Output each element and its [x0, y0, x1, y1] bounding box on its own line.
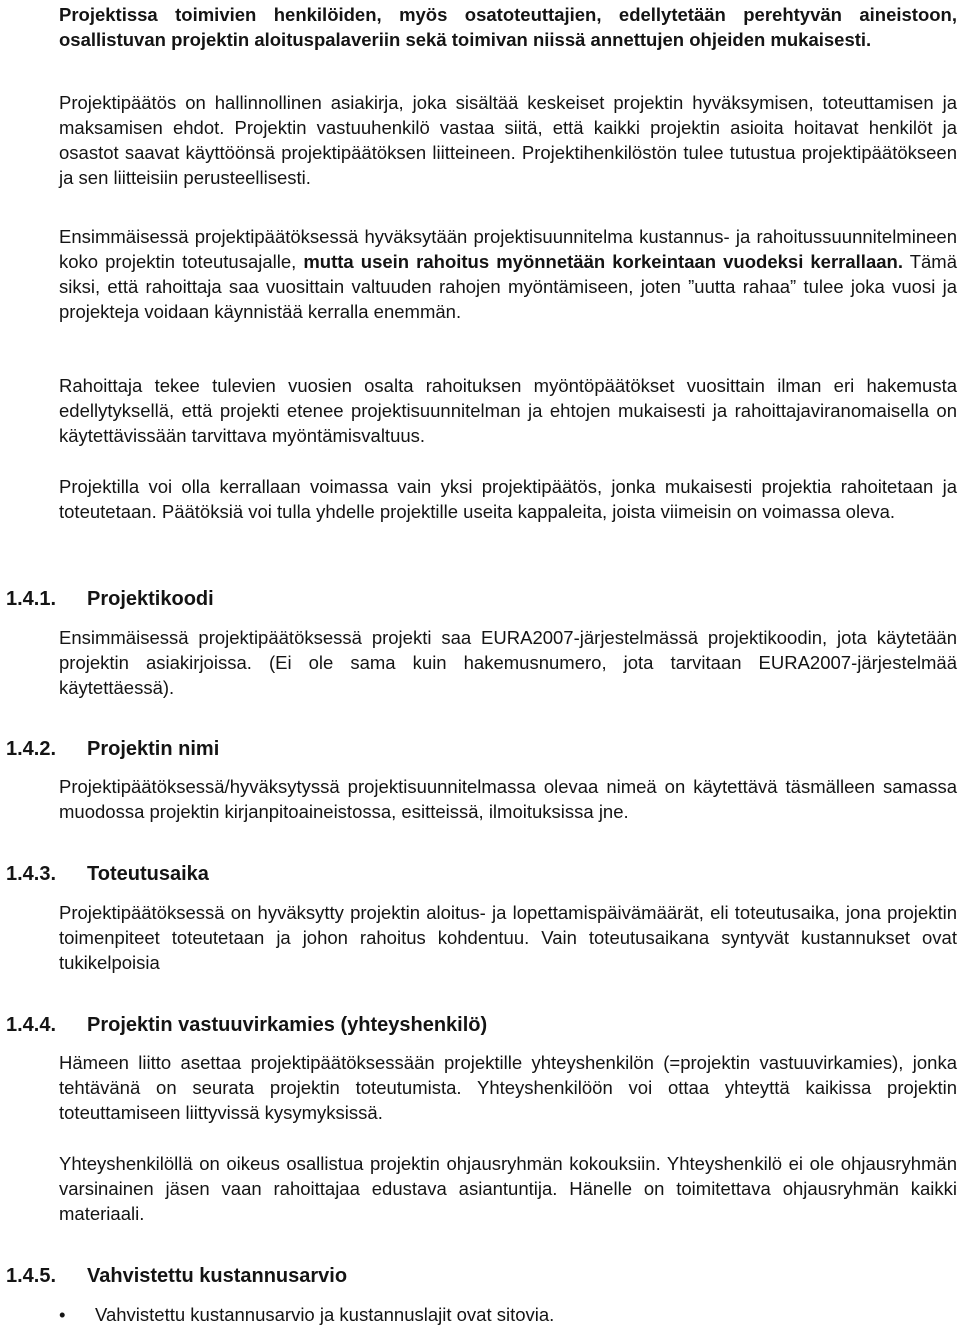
paragraph-projektilla: Projektilla voi olla kerrallaan voimassa vain yksi projektipäätös, jonka mukaisesti projektia rahoitetaan ja toteutetaan. Päätöksiä voi tulla yhdelle projektille useita kappaleita, joista viimeisin on voimassa oleva.	[59, 476, 957, 522]
bullet-list-kustannusarvio	[59, 1302, 957, 1327]
section-title: Projektin nimi	[87, 738, 220, 760]
paragraph-rahoittaja: Rahoittaja tekee tulevien vuosien osalta rahoituksen myöntöpäätökset vuosittain ilman eri hakemusta edellytyksellä, että projekti etenee projektisuunnitelman ja ehtojen mukaisesti ja rahoittajaviranomaisella on käytettävissään tarvittava myöntämisvaltuus.	[59, 375, 957, 446]
section-heading-projektikoodi	[6, 586, 946, 612]
section-heading-vastuuvirkamies	[6, 1012, 946, 1038]
section-body-projektikoodi: Ensimmäisessä projektipäätöksessä projekti saa EURA2007-järjestelmässä projektikoodin, jota käytetään projektin asiakirjoissa. (Ei ole sama kuin hakemusnumero, jota tarvitaan EURA2007-järjestelmää käytettäessä).	[59, 627, 957, 698]
section-heading-kustannusarvio	[6, 1263, 946, 1289]
section-body-toteutusaika: Projektipäätöksessä on hyväksytty projektin aloitus- ja lopettamispäivämäärät, eli toteutusaika, jona projektin toimenpiteet toteutetaan ja johon rahoitus kohdentuu. Vain toteutusaikana syntyvät kustannukset ovat tukikelpoisia	[59, 902, 957, 973]
section-body-vastuuvirkamies-2: Yhteyshenkilöllä on oikeus osallistua projektin ohjausryhmän kokouksiin. Yhteyshenkilö ei ole ohjausryhmän varsinainen jäsen vaan rahoittajaa edustava asiantuntija. Hänelle on toimitettava ohjausryhmän kaikki materiaali.	[59, 1153, 957, 1224]
section-number: 1.4.3.	[6, 863, 57, 885]
paragraph-text: Ensimmäisessä projektipäätöksessä hyväksytään projektisuunnitelma kustannus- ja rahoitussuunnitelmineen koko projektin toteutusajalle,	[59, 226, 957, 272]
paragraph-projektipaatos: Projektipäätös on hallinnollinen asiakirja, joka sisältää keskeiset projektin hyväksymisen, toteuttamisen ja maksamisen ehdot. Projektin vastuuhenkilö vastaa siitä, että kaikki projektin asioita hoitavat henkilöt ja osastot saavat käyttöönsä projektipäätöksen liitteineen. Projektihenkilöstön tulee tutustua projektipäätökseen ja sen liitteisiin perusteellisesti.	[59, 92, 957, 188]
section-title: Projektin vastuuvirkamies (yhteyshenkilö)	[87, 1014, 488, 1036]
section-body-projektin-nimi: Projektipäätöksessä/hyväksytyssä projektisuunnitelmassa olevaa nimeä on käytettävä täsmälleen samassa muodossa projektin kirjanpitoaineistossa, esitteissä, ilmoituksissa jne.	[59, 776, 957, 822]
section-number: 1.4.2.	[6, 738, 57, 760]
section-number: 1.4.5.	[6, 1265, 57, 1287]
intro-paragraph-bold: Projektissa toimivien henkilöiden, myös osatoteuttajien, edellytetään perehtyvän aineistoon, osallistuvan projektin aloituspalaveriin sekä toimivan niissä annettujen ohjeiden mukaisesti.	[59, 4, 957, 50]
paragraph-emphasis: mutta usein rahoitus myönnetään korkeintaan vuodeksi kerrallaan.	[303, 251, 903, 272]
bullet-icon: •	[59, 1304, 66, 1325]
section-title: Vahvistettu kustannusarvio	[87, 1265, 348, 1287]
paragraph-text: Tämä siksi, että rahoittaja saa vuosittain valtuuden rahojen myöntämiseen, joten ”uutta rahaa” tulee joka vuosi ja projekteja voidaan käynnistää kerralla enemmän.	[59, 251, 957, 322]
section-number: 1.4.1.	[6, 588, 57, 610]
section-heading-projektin-nimi	[6, 736, 946, 762]
section-heading-toteutusaika	[6, 861, 946, 887]
list-item-text: Vahvistettu kustannusarvio ja kustannuslajit ovat sitovia.	[95, 1304, 555, 1325]
section-title: Projektikoodi	[87, 588, 214, 610]
section-body-vastuuvirkamies: Hämeen liitto asettaa projektipäätöksessään projektille yhteyshenkilön (=projektin vastuuvirkamies), jonka tehtävänä on seurata projektin toteutumista. Yhteyshenkilöön voi ottaa yhteyttä kaikissa projektin toteuttamiseen liittyvissä kysymyksissä.	[59, 1052, 957, 1123]
section-title: Toteutusaika	[87, 863, 209, 885]
section-number: 1.4.4.	[6, 1014, 57, 1036]
list-item	[59, 1302, 957, 1327]
paragraph-ensimmainen-paatos	[59, 224, 957, 324]
